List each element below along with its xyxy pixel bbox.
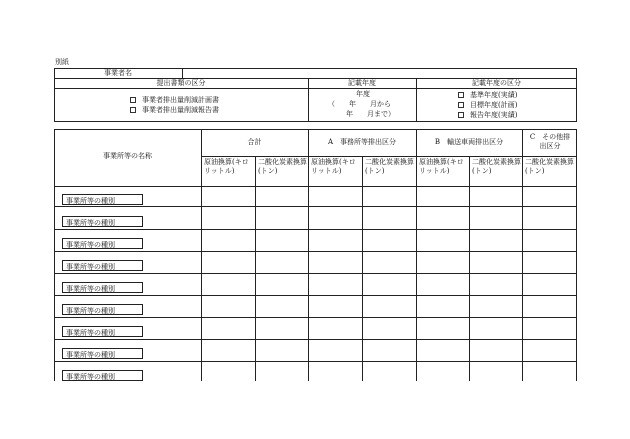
year-option-target[interactable] [458,101,517,110]
checkbox-report-year[interactable] [458,112,464,118]
total-co2-header: 二酸化炭素換算(トン) [258,158,307,175]
year-option-base[interactable] [458,91,517,100]
b-crude-header: 原油換算(キロリットル) [419,158,464,175]
year-option-target-label: 目標年度(計画) [470,101,518,109]
facility-kind-field[interactable]: 事業所等の種別 [62,260,143,271]
a-co2-header: 二酸化炭素換算(トン) [365,158,414,175]
facility-kind-field[interactable]: 事業所等の種別 [62,304,143,315]
checkbox-plan[interactable] [130,97,136,103]
year-option-report-label: 報告年度(実績) [470,111,518,119]
checkbox-report[interactable] [130,107,136,113]
attachment-label: 別紙 [55,58,69,66]
year-option-report[interactable] [458,111,517,120]
report-type-header: 提出書類の区分 [156,79,206,87]
report-option-plan-label: 事業者排出量削減計画書 [142,96,219,104]
checkbox-target-year[interactable] [458,102,464,108]
report-option-plan[interactable] [130,96,219,105]
facility-kind-field[interactable]: 事業所等の種別 [62,216,143,227]
facility-kind-field[interactable]: 事業所等の種別 [62,282,143,293]
year-option-base-label: 基準年度(実績) [470,91,518,99]
report-option-report[interactable] [130,106,219,115]
facility-kind-field[interactable]: 事業所等の種別 [62,194,143,205]
a-crude-header: 原油換算(キロリットル) [311,158,356,175]
record-year-line2: （ 年 月から [328,100,391,108]
year-category-header: 記載年度の区分 [472,79,521,87]
group-total-header: 合計 [247,138,262,146]
checkbox-base-year[interactable] [458,92,464,98]
record-year-header: 記載年度 [348,79,376,87]
c-co2-header: 二酸化炭素換算(トン) [525,158,574,175]
facility-name-header: 事業所等の名称 [103,152,152,160]
total-crude-header: 原油換算(キロリットル) [204,158,249,175]
b-co2-header: 二酸化炭素換算(トン) [472,158,521,175]
facility-kind-field[interactable]: 事業所等の種別 [62,370,143,381]
business-name-label: 事業者名 [104,69,132,77]
group-b-header: B 輸送車両排出区分 [434,138,504,146]
facility-kind-field[interactable]: 事業所等の種別 [62,348,143,359]
report-option-report-label: 事業者排出量削減報告書 [142,106,219,114]
facility-kind-field[interactable]: 事業所等の種別 [62,238,143,249]
facility-kind-field[interactable]: 事業所等の種別 [62,326,143,337]
record-year-line1: 年度 [356,90,370,98]
record-year-line3: 年 月まで） [346,110,395,118]
group-c-header: C その他排出区分 [529,133,571,150]
group-a-header: A 事務所等排出区分 [327,138,397,146]
